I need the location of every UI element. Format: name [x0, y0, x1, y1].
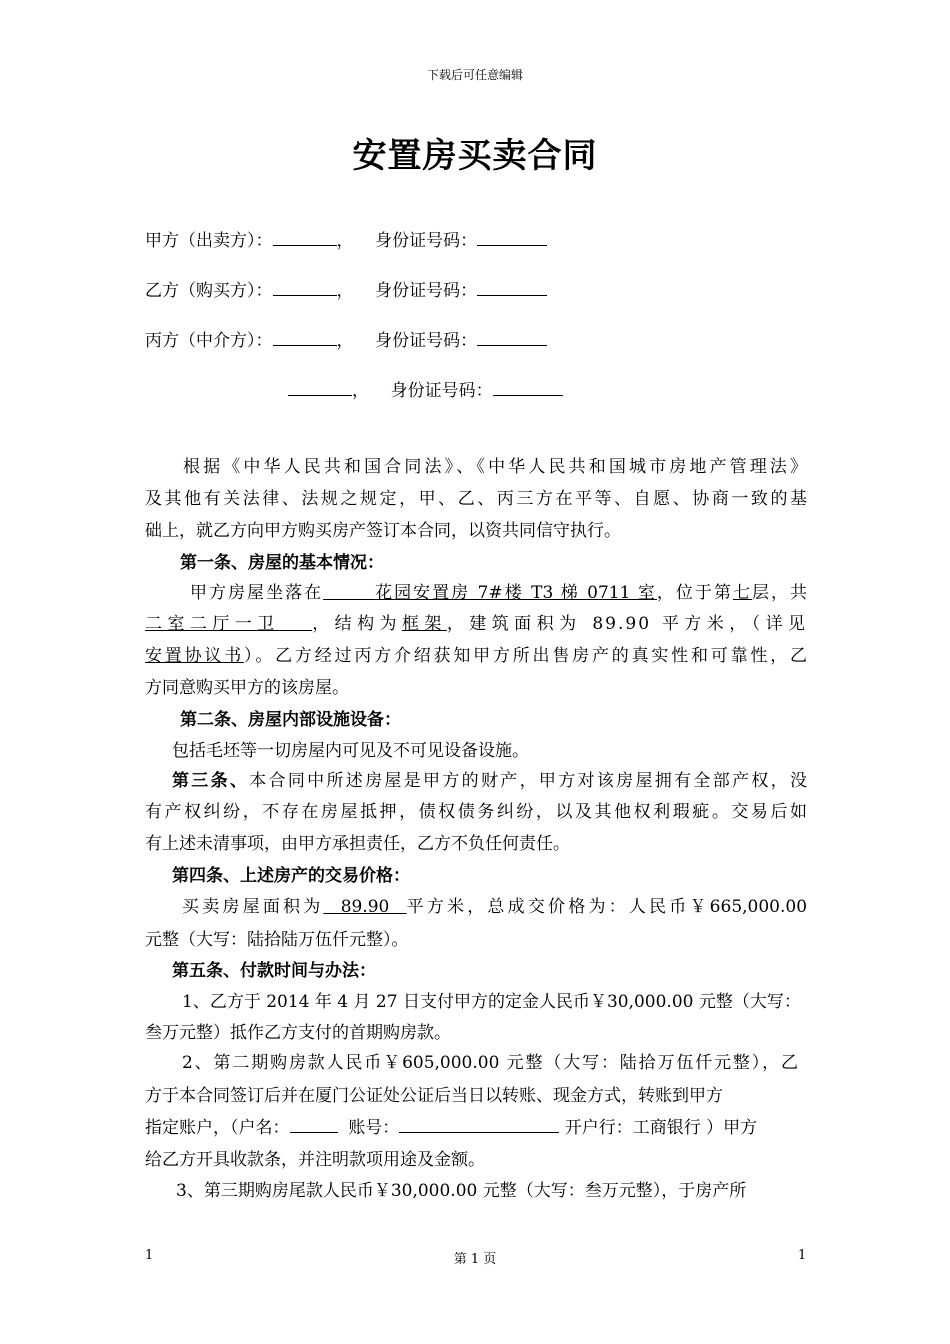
id-label: 身份证号码： — [390, 381, 493, 401]
agreement-reference: 安置协议书 — [145, 646, 245, 666]
footer-left-number: 1 — [145, 1248, 154, 1263]
article4-line: 买卖房屋面积为 89.90 平方米，总成交价格为：人民币￥665,000.00 — [182, 897, 808, 917]
payment-2-line: 2、第二期购房款人民币￥605,000.00 元整（大写：陆拾万伍仟元整），乙 — [182, 1053, 798, 1073]
party-c2-row: ， 身份证号码： — [288, 376, 563, 401]
preamble-line: 及其他有关法律、法规之规定，甲、乙、丙三方在平等、自愿、协商一致的基 — [145, 489, 807, 509]
party-c-name-blank[interactable] — [273, 329, 337, 346]
page-number: 第 1 页 — [453, 1252, 497, 1267]
article3-line: 有上述未清事项，由甲方承担责任，乙方不负任何责任。 — [145, 834, 570, 854]
party-b-label: 乙方（购买方）： — [145, 281, 273, 301]
party-a-name-blank[interactable] — [273, 229, 337, 246]
party-b-row: 乙方（购买方）： ， 身份证号码： — [145, 276, 547, 301]
payment-2-line: 给乙方开具收款条，并注明款项用途及金额。 — [145, 1150, 485, 1170]
property-location: 花园安置房 7#楼 T3 梯 0711 室 — [375, 583, 657, 603]
party-c2-name-blank[interactable] — [288, 379, 352, 396]
payment-1-line: 1、乙方于 2014 年 4 月 27 日支付甲方的定金人民币￥30,000.00 元整（大写： — [182, 992, 801, 1012]
page-title: 安置房买卖合同 — [352, 136, 598, 176]
party-c-label: 丙方（中介方）： — [145, 331, 273, 351]
party-c2-id-blank[interactable] — [493, 379, 563, 396]
article1-line: 甲方房屋坐落在 花园安置房 7#楼 T3 梯 0711 室，位于第七层，共 — [190, 583, 808, 603]
party-c-id-blank[interactable] — [477, 329, 547, 346]
article1-heading: 第一条、房屋的基本情况： — [180, 553, 384, 573]
payment-1-line: 叁万元整）抵作乙方支付的首期购房款。 — [145, 1023, 451, 1043]
property-layout: 二室二厅一卫 — [145, 614, 280, 634]
account-name-blank[interactable] — [290, 1116, 338, 1133]
article1-line: 二室二厅一卫 ，结构为框架，建筑面积为 89.90 平方米，（详见 — [145, 614, 808, 634]
id-label: 身份证号码： — [375, 331, 478, 351]
article5-heading: 第五条、付款时间与办法： — [172, 961, 376, 981]
party-b-name-blank[interactable] — [273, 279, 337, 296]
article2-heading: 第二条、房屋内部设施设备： — [180, 710, 401, 730]
id-label: 身份证号码： — [375, 281, 478, 301]
article3-heading: 第三条、 — [172, 771, 250, 791]
preamble-line: 根据《中华人民共和国合同法》、《中华人民共和国城市房地产管理法》 — [183, 457, 807, 477]
party-c-row: 丙方（中介方）： ， 身份证号码： — [145, 326, 547, 351]
article4-line: 元整（大写：陆拾陆万伍仟元整）。 — [145, 930, 409, 950]
article2-text: 包括毛坯等一切房屋内可见及不可见设备设施。 — [172, 741, 529, 761]
property-structure: 框架 — [401, 614, 447, 634]
account-number-blank[interactable] — [399, 1116, 559, 1133]
party-a-row: 甲方（出卖方）： ， 身份证号码： — [145, 226, 547, 251]
party-b-id-blank[interactable] — [477, 279, 547, 296]
article1-line: 安置协议书）。乙方经过丙方介绍获知甲方所出售房产的真实性和可靠性，乙 — [145, 646, 807, 666]
id-label: 身份证号码： — [375, 231, 478, 251]
payment-2-line: 方于本合同签订后并在厦门公证处公证后当日以转账、现金方式，转账到甲方 — [145, 1086, 723, 1106]
article1-line: 方同意购买甲方的该房屋。 — [145, 678, 349, 698]
party-a-id-blank[interactable] — [477, 229, 547, 246]
party-a-label: 甲方（出卖方）： — [145, 231, 273, 251]
property-floor: 七 — [732, 583, 752, 603]
preamble-line: 础上，就乙方向甲方购买房产签订本合同，以资共同信守执行。 — [145, 521, 621, 541]
article3-line: 第三条、本合同中所述房屋是甲方的财产，甲方对该房屋拥有全部产权，没 — [172, 771, 807, 791]
article4-heading: 第四条、上述房产的交易价格： — [172, 866, 410, 886]
payment-2-line: 指定账户，（户名： 账号： 开户行：工商银行 ）甲方 — [145, 1118, 758, 1138]
footer-right-number: 1 — [798, 1248, 807, 1263]
article3-line: 有产权纠纷，不存在房屋抵押，债权债务纠纷，以及其他权利瑕疵。交易后如 — [145, 802, 807, 822]
payment-3-line: 3、第三期购房尾款人民币￥30,000.00 元整（大写：叁万元整），于房产所 — [176, 1181, 747, 1201]
header-note: 下载后可任意编辑 — [426, 68, 523, 82]
transaction-area: 89.90 — [340, 897, 390, 917]
